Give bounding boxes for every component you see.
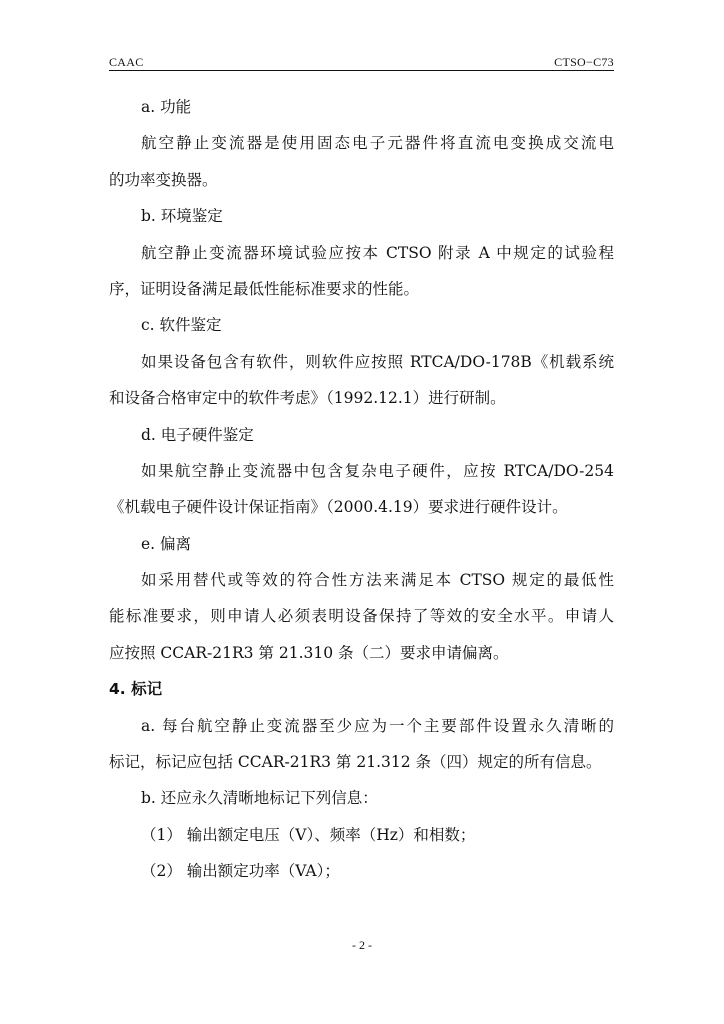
section-d-text-line-1: 如果航空静止变流器中包含复杂电子硬件，应按 RTCA/DO-254 <box>141 461 614 480</box>
section-4a-text-line-1: a. 每台航空静止变流器至少应为一个主要部件设置永久清晰的 <box>141 716 614 735</box>
list-item-1: （1） 输出额定电压（V）、频率（Hz）和相数； <box>141 825 476 844</box>
header-doc-number: CTSO−C73 <box>554 55 614 69</box>
header-divider <box>109 70 614 71</box>
section-e-text-line-2: 能标准要求，则申请人必须表明设备保持了等效的安全水平。申请人 <box>109 607 614 626</box>
document-body <box>109 89 614 890</box>
list-item-2: （2） 输出额定功率（VA）； <box>141 862 340 881</box>
section-b-text-line-2: 序，证明设备满足最低性能标准要求的性能。 <box>109 279 420 298</box>
section-c-text-line-2: 和设备合格审定中的软件考虑》（1992.12.1）进行研制。 <box>109 389 506 408</box>
section-a-heading: a. 功能 <box>141 98 192 116</box>
section-4a-text-line-2: 标记，标记应包括 CCAR-21R3 第 21.312 条（四）规定的所有信息。 <box>109 753 602 772</box>
page-number: - 2 - <box>352 938 372 952</box>
section-c-text-line-1: 如果设备包含有软件，则软件应按照 RTCA/DO-178B《机载系统 <box>141 352 614 371</box>
section-b-text-line-1: 航空静止变流器环境试验应按本 CTSO 附录 A 中规定的试验程 <box>141 243 614 262</box>
section-d-text-line-2: 《机载电子硬件设计保证指南》（2000.4.19）要求进行硬件设计。 <box>109 498 568 517</box>
section-a-text-line-2: 的功率变换器。 <box>109 170 218 189</box>
section-e-text-line-1: 如采用替代或等效的符合性方法来满足本 CTSO 规定的最低性 <box>141 571 614 590</box>
section-e-heading: e. 偏离 <box>141 534 192 553</box>
section-e-text-line-3: 应按照 CCAR-21R3 第 21.310 条（二）要求申请偏离。 <box>109 643 509 662</box>
header-org: CAAC <box>109 55 144 69</box>
section-d-heading: d. 电子硬件鉴定 <box>141 425 254 444</box>
section-4-heading: 4. 标记 <box>109 680 163 699</box>
section-b-heading: b. 环境鉴定 <box>141 207 223 226</box>
section-c-heading: c. 软件鉴定 <box>141 316 222 335</box>
section-a-text-line-1: 航空静止变流器是使用固态电子元器件将直流电变换成交流电 <box>141 134 614 153</box>
section-4b-text-line-1: b. 还应永久清晰地标记下列信息： <box>141 789 378 808</box>
